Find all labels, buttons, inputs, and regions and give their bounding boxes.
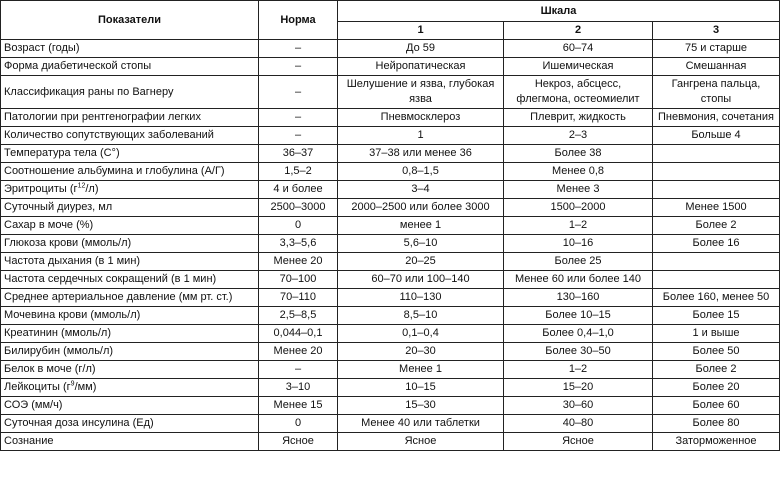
indicator-label: Белок в моче (г/л) bbox=[4, 363, 96, 375]
indicator-label: Лейкоциты (г bbox=[4, 381, 71, 393]
norm-cell: 36–37 bbox=[259, 145, 338, 163]
norm-cell: Менее 15 bbox=[259, 397, 338, 415]
indicator-cell bbox=[1, 145, 259, 163]
scale-2-cell: Менее 0,8 bbox=[504, 163, 653, 181]
norm-cell: 0,044–0,1 bbox=[259, 325, 338, 343]
scale-3-cell bbox=[653, 253, 780, 271]
table-row bbox=[1, 76, 780, 109]
scale-1-cell: Нейропатическая bbox=[338, 58, 504, 76]
scale-2-cell: 15–20 bbox=[504, 379, 653, 397]
indicator-unit-tail: /мм) bbox=[74, 381, 97, 393]
norm-cell: 0 bbox=[259, 217, 338, 235]
norm-cell: 70–100 bbox=[259, 271, 338, 289]
norm-cell: Ясное bbox=[259, 433, 338, 451]
indicator-label: Сахар в моче (%) bbox=[4, 219, 94, 231]
header-level-2: 2 bbox=[504, 22, 653, 40]
scale-1-cell: 15–30 bbox=[338, 397, 504, 415]
scale-1-cell: 8,5–10 bbox=[338, 307, 504, 325]
indicator-label: Температура тела (С°) bbox=[4, 147, 120, 159]
indicator-label: Среднее артериальное давление (мм рт. ст.) bbox=[4, 291, 233, 303]
indicator-cell bbox=[1, 163, 259, 181]
scale-3-cell: Более 16 bbox=[653, 235, 780, 253]
indicator-label: Сознание bbox=[4, 435, 54, 447]
table-row bbox=[1, 40, 780, 58]
indicator-label: Эритроциты (г bbox=[4, 183, 78, 195]
scale-1-cell: 1 bbox=[338, 127, 504, 145]
norm-cell: 3–10 bbox=[259, 379, 338, 397]
table-row bbox=[1, 397, 780, 415]
scale-3-cell bbox=[653, 181, 780, 199]
table-row bbox=[1, 433, 780, 451]
scale-1-cell: 0,1–0,4 bbox=[338, 325, 504, 343]
scale-2-cell: Более 30–50 bbox=[504, 343, 653, 361]
table-header bbox=[1, 1, 780, 40]
indicator-label: Мочевина крови (ммоль/л) bbox=[4, 309, 141, 321]
scale-1-cell: 5,6–10 bbox=[338, 235, 504, 253]
scale-2-cell: Более 38 bbox=[504, 145, 653, 163]
indicator-label: Глюкоза крови (ммоль/л) bbox=[4, 237, 132, 249]
scale-3-cell: 75 и старше bbox=[653, 40, 780, 58]
scale-2-cell: 1–2 bbox=[504, 361, 653, 379]
header-level-3: 3 bbox=[653, 22, 780, 40]
header-indicator: Показатели bbox=[1, 1, 259, 40]
scale-2-cell: 2–3 bbox=[504, 127, 653, 145]
indicator-label: Суточная доза инсулина (Ед) bbox=[4, 417, 154, 429]
scale-3-cell: Более 15 bbox=[653, 307, 780, 325]
header-scale: Шкала bbox=[338, 1, 780, 22]
norm-cell: 2500–3000 bbox=[259, 199, 338, 217]
norm-cell: 3,3–5,6 bbox=[259, 235, 338, 253]
scale-2-cell: Некроз, абсцесс, флегмона, остеомиелит bbox=[504, 76, 653, 109]
indicator-cell bbox=[1, 379, 259, 397]
scale-3-cell: Гангрена пальца, стопы bbox=[653, 76, 780, 109]
table-row bbox=[1, 289, 780, 307]
scale-2-cell: 130–160 bbox=[504, 289, 653, 307]
scale-1-cell: Менее 40 или таблетки bbox=[338, 415, 504, 433]
table-row bbox=[1, 163, 780, 181]
table-row bbox=[1, 145, 780, 163]
table-row bbox=[1, 217, 780, 235]
scale-1-cell: менее 1 bbox=[338, 217, 504, 235]
scale-1-cell: Шелушение и язва, глубокая язва bbox=[338, 76, 504, 109]
indicator-cell bbox=[1, 109, 259, 127]
table-row bbox=[1, 379, 780, 397]
indicator-cell bbox=[1, 289, 259, 307]
indicator-cell bbox=[1, 415, 259, 433]
scale-2-cell: Ишемическая bbox=[504, 58, 653, 76]
indicator-unit-tail: /л) bbox=[85, 183, 99, 195]
scale-3-cell: Более 60 bbox=[653, 397, 780, 415]
scale-3-cell: Более 50 bbox=[653, 343, 780, 361]
indicator-exponent: 9 bbox=[70, 380, 75, 388]
scale-2-cell: 60–74 bbox=[504, 40, 653, 58]
scale-3-cell: Более 160, менее 50 bbox=[653, 289, 780, 307]
indicator-label: Суточный диурез, мл bbox=[4, 201, 113, 213]
norm-cell: – bbox=[259, 58, 338, 76]
table-row bbox=[1, 199, 780, 217]
indicator-cell bbox=[1, 307, 259, 325]
indicator-label: Частота сердечных сокращений (в 1 мин) bbox=[4, 273, 217, 285]
scale-3-cell bbox=[653, 163, 780, 181]
scale-2-cell: 40–80 bbox=[504, 415, 653, 433]
indicator-label: Патологии при рентгенографии легких bbox=[4, 111, 201, 123]
indicator-cell bbox=[1, 199, 259, 217]
scale-3-cell: Более 20 bbox=[653, 379, 780, 397]
scale-3-cell: Пневмония, сочетания bbox=[653, 109, 780, 127]
scale-2-cell: Более 10–15 bbox=[504, 307, 653, 325]
norm-cell: 2,5–8,5 bbox=[259, 307, 338, 325]
scale-3-cell: Смешанная bbox=[653, 58, 780, 76]
scale-2-cell: Более 25 bbox=[504, 253, 653, 271]
indicator-cell bbox=[1, 76, 259, 109]
scale-3-cell: Менее 1500 bbox=[653, 199, 780, 217]
indicator-cell bbox=[1, 397, 259, 415]
scale-2-cell: Плеврит, жидкость bbox=[504, 109, 653, 127]
header-row bbox=[1, 1, 780, 22]
norm-cell: – bbox=[259, 127, 338, 145]
scale-2-cell: 30–60 bbox=[504, 397, 653, 415]
table-row bbox=[1, 235, 780, 253]
table-row bbox=[1, 415, 780, 433]
norm-cell: 1,5–2 bbox=[259, 163, 338, 181]
indicator-cell bbox=[1, 181, 259, 199]
norm-cell: – bbox=[259, 361, 338, 379]
table-row bbox=[1, 181, 780, 199]
table-row bbox=[1, 361, 780, 379]
scale-3-cell: Заторможенное bbox=[653, 433, 780, 451]
scale-1-cell: 0,8–1,5 bbox=[338, 163, 504, 181]
scale-3-cell bbox=[653, 145, 780, 163]
indicator-cell bbox=[1, 253, 259, 271]
scale-2-cell: 10–16 bbox=[504, 235, 653, 253]
indicator-label: Возраст (годы) bbox=[4, 42, 80, 54]
norm-cell: – bbox=[259, 76, 338, 109]
scale-3-cell: Более 2 bbox=[653, 217, 780, 235]
indicator-label: Креатинин (ммоль/л) bbox=[4, 327, 112, 339]
indicator-cell bbox=[1, 217, 259, 235]
norm-cell: – bbox=[259, 40, 338, 58]
norm-cell: Менее 20 bbox=[259, 343, 338, 361]
scale-1-cell: 10–15 bbox=[338, 379, 504, 397]
indicator-cell bbox=[1, 325, 259, 343]
indicator-label: Форма диабетической стопы bbox=[4, 60, 152, 72]
scale-2-cell: 1500–2000 bbox=[504, 199, 653, 217]
table-body bbox=[1, 40, 780, 451]
indicator-cell bbox=[1, 343, 259, 361]
scale-1-cell: 3–4 bbox=[338, 181, 504, 199]
table-row bbox=[1, 127, 780, 145]
norm-cell: 4 и более bbox=[259, 181, 338, 199]
indicator-cell bbox=[1, 127, 259, 145]
indicator-label: Билирубин (ммоль/л) bbox=[4, 345, 114, 357]
table-row bbox=[1, 343, 780, 361]
scale-1-cell: 37–38 или менее 36 bbox=[338, 145, 504, 163]
table-row bbox=[1, 253, 780, 271]
scale-3-cell: Более 80 bbox=[653, 415, 780, 433]
scale-1-cell: Пневмосклероз bbox=[338, 109, 504, 127]
indicator-label: Соотношение альбумина и глобулина (А/Г) bbox=[4, 165, 225, 177]
norm-cell: 0 bbox=[259, 415, 338, 433]
scale-2-cell: Менее 60 или более 140 bbox=[504, 271, 653, 289]
scale-1-cell: 2000–2500 или более 3000 bbox=[338, 199, 504, 217]
indicator-cell bbox=[1, 58, 259, 76]
scale-1-cell: Менее 1 bbox=[338, 361, 504, 379]
indicator-cell bbox=[1, 433, 259, 451]
indicator-label: СОЭ (мм/ч) bbox=[4, 399, 63, 411]
header-norm: Норма bbox=[259, 1, 338, 40]
scale-2-cell: Ясное bbox=[504, 433, 653, 451]
scale-1-cell: Ясное bbox=[338, 433, 504, 451]
scale-1-cell: 110–130 bbox=[338, 289, 504, 307]
scale-3-cell: Более 2 bbox=[653, 361, 780, 379]
indicator-label: Классификация раны по Вагнеру bbox=[4, 85, 174, 98]
header-level-1: 1 bbox=[338, 22, 504, 40]
scale-1-cell: 20–25 bbox=[338, 253, 504, 271]
scale-2-cell: Более 0,4–1,0 bbox=[504, 325, 653, 343]
indicator-exponent: 12 bbox=[77, 182, 86, 190]
indicator-cell bbox=[1, 271, 259, 289]
scale-2-cell: Менее 3 bbox=[504, 181, 653, 199]
indicator-cell bbox=[1, 361, 259, 379]
scale-2-cell: 1–2 bbox=[504, 217, 653, 235]
indicator-cell bbox=[1, 235, 259, 253]
indicator-label: Частота дыхания (в 1 мин) bbox=[4, 255, 141, 267]
table-row bbox=[1, 58, 780, 76]
table-row bbox=[1, 325, 780, 343]
scale-3-cell: 1 и выше bbox=[653, 325, 780, 343]
table-row bbox=[1, 109, 780, 127]
scale-3-cell bbox=[653, 271, 780, 289]
table-row bbox=[1, 307, 780, 325]
scale-1-cell: 60–70 или 100–140 bbox=[338, 271, 504, 289]
norm-cell: Менее 20 bbox=[259, 253, 338, 271]
norm-cell: 70–110 bbox=[259, 289, 338, 307]
scale-3-cell: Больше 4 bbox=[653, 127, 780, 145]
scale-1-cell: 20–30 bbox=[338, 343, 504, 361]
indicator-label: Количество сопутствующих заболеваний bbox=[4, 129, 214, 141]
scale-1-cell: До 59 bbox=[338, 40, 504, 58]
norm-cell: – bbox=[259, 109, 338, 127]
indicator-cell bbox=[1, 40, 259, 58]
table-row bbox=[1, 271, 780, 289]
